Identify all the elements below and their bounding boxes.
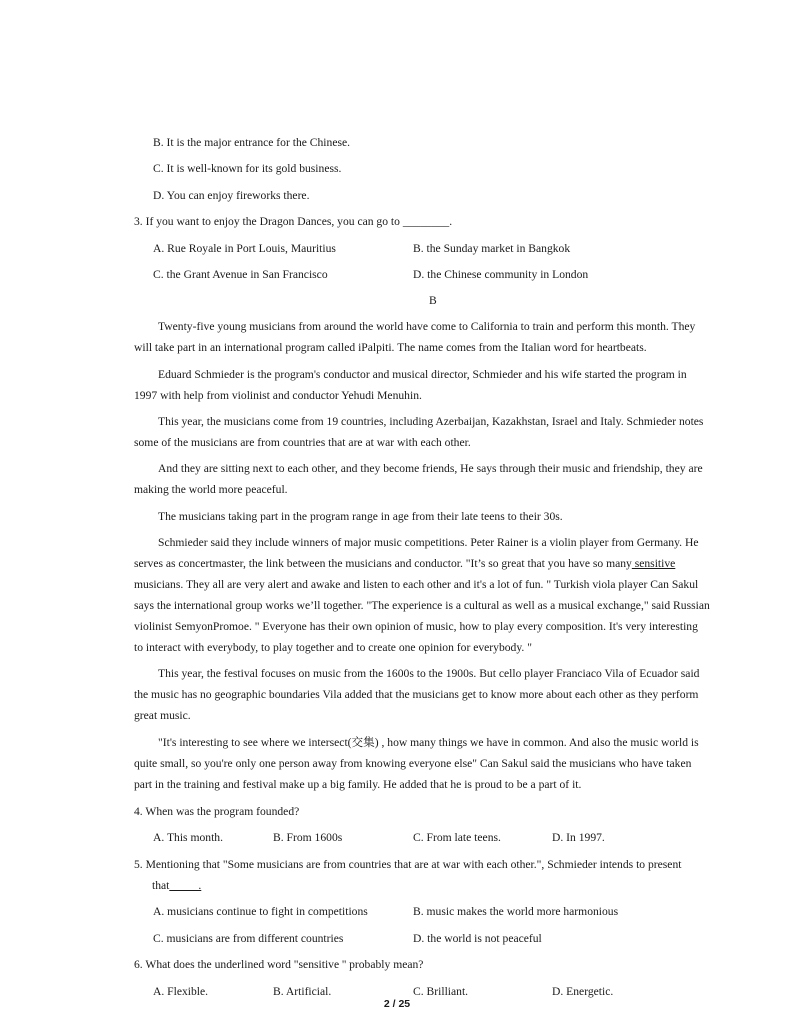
passage-p8-line3: part in the training and festival make up a big family. He added that he is proud to be a part of it. bbox=[134, 778, 582, 791]
q2-option-b: B. It is the major entrance for the Chinese. bbox=[153, 136, 351, 149]
q5-stem-line1: 5. Mentioning that "Some musicians are from countries that are at war with each other.", Schmieder intends to present bbox=[134, 858, 682, 871]
q3-option-a: A. Rue Royale in Port Louis, Mauritius bbox=[153, 242, 336, 255]
passage-p5-line1: The musicians taking part in the program range in age from their late teens to their 30s. bbox=[158, 510, 563, 523]
q3-option-b: B. the Sunday market in Bangkok bbox=[413, 242, 571, 255]
q5-option-d: D. the world is not peaceful bbox=[413, 932, 542, 945]
q6-option-d: D. Energetic. bbox=[552, 985, 614, 998]
q4-stem: 4. When was the program founded? bbox=[134, 805, 300, 818]
q5-option-a: A. musicians continue to fight in competitions bbox=[153, 905, 368, 918]
passage-p6-line4: says the international group works we’ll together. "The experience is a cultural as well as a musical exchange," said Russian bbox=[134, 599, 710, 612]
passage-p2-line2: 1997 with help from violinist and conductor Yehudi Menuhin. bbox=[134, 389, 422, 402]
passage-p6-line5: violinist SemyonPromoe. " Everyone has their own opinion of music, how to play every composition. It's very interesting bbox=[134, 620, 698, 633]
q4-option-a: A. This month. bbox=[153, 831, 223, 844]
q3-option-d: D. the Chinese community in London bbox=[413, 268, 589, 281]
q5-blank: _____. bbox=[169, 879, 202, 892]
q4-option-b: B. From 1600s bbox=[273, 831, 343, 844]
q2-option-c: C. It is well-known for its gold business. bbox=[153, 162, 342, 175]
passage-p8-line1: "It's interesting to see where we intersect(交集) , how many things we have in common. And also the music world is bbox=[158, 736, 699, 749]
passage-p6-line3: musicians. They all are very alert and awake and listen to each other and it's a lot of fun. " Turkish viola player Can Sakul bbox=[134, 578, 699, 591]
passage-p2-line1: Eduard Schmieder is the program's conductor and musical director, Schmieder and his wife started the program in bbox=[158, 368, 687, 381]
q4-option-d: D. In 1997. bbox=[552, 831, 605, 844]
q3-stem: 3. If you want to enjoy the Dragon Dances, you can go to ________. bbox=[134, 215, 453, 228]
q6-option-b: B. Artificial. bbox=[273, 985, 332, 998]
q6-option-a: A. Flexible. bbox=[153, 985, 209, 998]
passage-p7-line3: great music. bbox=[134, 709, 191, 722]
q5-option-c: C. musicians are from different countries bbox=[153, 932, 344, 945]
passage-p4-line1: And they are sitting next to each other, and they become friends, He says through their music and friendship, they are bbox=[158, 462, 703, 475]
passage-p6-line2-text: serves as concertmaster, the link between the musicians and conductor. "It’s so great that you have so many bbox=[134, 557, 632, 570]
q6-option-c: C. Brilliant. bbox=[413, 985, 469, 998]
q6-stem: 6. What does the underlined word "sensitive '' probably mean? bbox=[134, 958, 424, 971]
passage-p1-line1: Twenty-five young musicians from around the world have come to California to train and perform this month. They bbox=[158, 320, 696, 333]
page-number: 2 / 25 bbox=[383, 998, 411, 1010]
q5-stem-line2 bbox=[152, 879, 201, 893]
q4-option-c: C. From late teens. bbox=[413, 831, 501, 844]
section-label: B bbox=[429, 294, 437, 307]
passage-p7-line2: the music has no geographic boundaries Vila added that the musicians get to know more about each other as they perform bbox=[134, 688, 699, 701]
q5-stem-that: that bbox=[152, 879, 170, 892]
underlined-word-sensitive: sensitive bbox=[631, 557, 676, 570]
passage-p6-line2 bbox=[134, 557, 675, 571]
q3-option-c: C. the Grant Avenue in San Francisco bbox=[153, 268, 328, 281]
passage-p6-line6: to interact with everybody, to play together and to create one opinion for everybody. " bbox=[134, 641, 532, 654]
passage-p8-line2: quite small, so you're only one person away from knowing everyone else" Can Sakul said the musicians who have taken bbox=[134, 757, 692, 770]
q5-option-b: B. music makes the world more harmonious bbox=[413, 905, 619, 918]
passage-p3-line2: some of the musicians are from countries that are at war with each other. bbox=[134, 436, 471, 449]
q2-option-d: D. You can enjoy fireworks there. bbox=[153, 189, 310, 202]
passage-p1-line2: will take part in an international program called iPalpiti. The name comes from the Italian word for heartbeats. bbox=[134, 341, 647, 354]
passage-p6-line1: Schmieder said they include winners of major music competitions. Peter Rainer is a violin player from Germany. He bbox=[158, 536, 699, 549]
passage-p7-line1: This year, the festival focuses on music from the 1600s to the 1900s. But cello player Franciaco Vila of Ecuador said bbox=[158, 667, 700, 680]
passage-p4-line2: making the world more peaceful. bbox=[134, 483, 288, 496]
passage-p3-line1: This year, the musicians come from 19 countries, including Azerbaijan, Kazakhstan, Israel and Italy. Schmieder notes bbox=[158, 415, 704, 428]
